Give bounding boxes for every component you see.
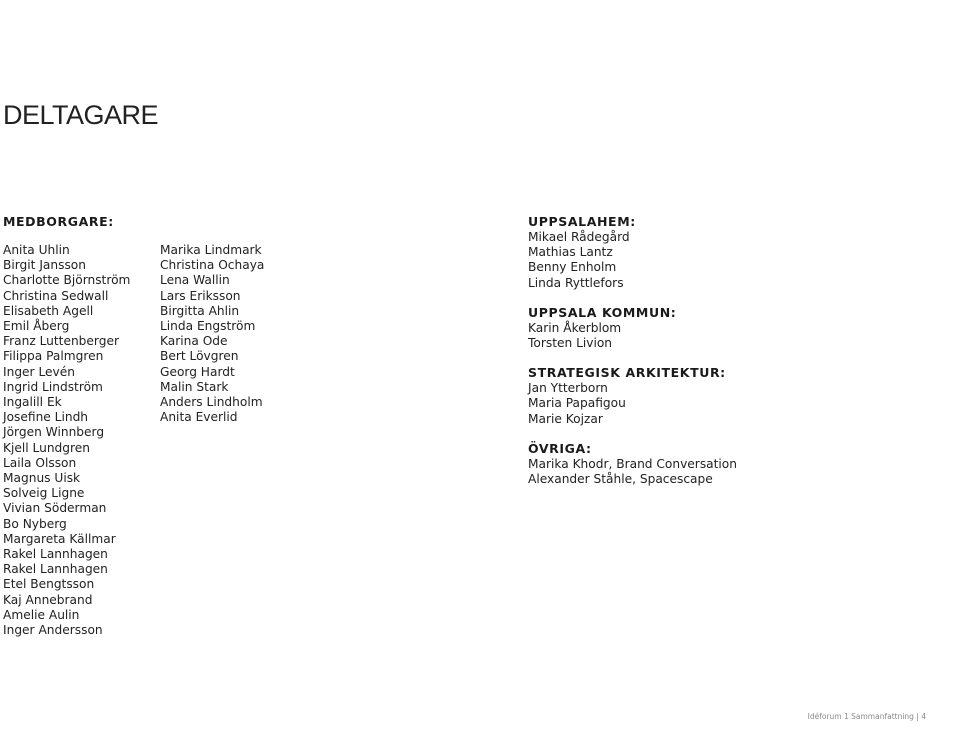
participant-name: Inger Levén xyxy=(3,364,75,379)
participant-name: Etel Bengtsson xyxy=(3,577,95,592)
participant-name: Alexander Ståhle, Spacescape xyxy=(528,472,713,487)
participant-name: Josefine Lindh xyxy=(3,410,89,425)
participant-name: Jörgen Winnberg xyxy=(3,425,105,440)
medborgare-column-1 xyxy=(3,243,130,638)
participant-name: Benny Enholm xyxy=(528,260,617,275)
participant-name: Karin Åkerblom xyxy=(528,320,622,335)
participant-name: Linda Engström xyxy=(160,319,256,334)
participant-name: Torsten Livion xyxy=(528,336,613,351)
organization-group xyxy=(528,365,948,427)
participant-name: Mikael Rådegård xyxy=(528,230,630,244)
participant-name: Rakel Lannhagen xyxy=(3,547,108,562)
participant-name: Kaj Annebrand xyxy=(3,592,93,607)
medborgare-heading: MEDBORGARE: xyxy=(3,214,114,229)
participant-name: Anita Uhlin xyxy=(3,243,70,257)
page-footer: Idéforum 1 Sammanfattning | 4 xyxy=(807,712,926,721)
participant-name: Bo Nyberg xyxy=(3,516,67,531)
participant-name: Magnus Uisk xyxy=(3,471,81,486)
organization-group xyxy=(528,441,948,487)
participant-name: Filippa Palmgren xyxy=(3,349,104,364)
participant-name: Lena Wallin xyxy=(160,273,230,288)
participant-name: Christina Ochaya xyxy=(160,258,265,273)
participant-name: Emil Åberg xyxy=(3,319,70,334)
organization-group xyxy=(528,305,948,351)
participant-name: Anders Lindholm xyxy=(160,395,263,410)
participant-name: Bert Lövgren xyxy=(160,349,239,364)
participant-name: Birgit Jansson xyxy=(3,258,86,273)
participant-name: Birgitta Ahlin xyxy=(160,303,240,318)
participant-name: Margareta Källmar xyxy=(3,531,116,546)
participant-name: Karina Ode xyxy=(160,334,228,349)
participant-name: Malin Stark xyxy=(160,379,229,394)
participant-name: Vivian Söderman xyxy=(3,501,107,516)
participant-name: Franz Luttenberger xyxy=(3,334,119,349)
group-heading: UPPSALAHEM: xyxy=(528,214,636,229)
group-member-list xyxy=(528,457,948,487)
participant-name: Amelie Aulin xyxy=(3,607,80,622)
participant-name: Lars Eriksson xyxy=(160,288,241,303)
organization-group xyxy=(528,214,948,291)
participant-name: Elisabeth Agell xyxy=(3,303,94,318)
participant-name: Inger Andersson xyxy=(3,623,103,638)
medborgare-column-2 xyxy=(160,243,264,425)
participant-name: Laila Olsson xyxy=(3,455,77,470)
participant-name: Kjell Lundgren xyxy=(3,440,90,455)
group-member-list xyxy=(528,230,948,291)
group-heading: STRATEGISK ARKITEKTUR: xyxy=(528,365,726,381)
participant-name: Charlotte Björnström xyxy=(3,273,131,288)
group-member-list xyxy=(528,381,948,427)
participant-name: Jan Ytterborn xyxy=(528,381,608,396)
participant-name: Linda Ryttlefors xyxy=(528,275,624,290)
group-heading: UPPSALA KOMMUN: xyxy=(528,304,677,320)
participant-name: Marika Khodr, Brand Conversation xyxy=(528,456,737,471)
participant-name: Mathias Lantz xyxy=(528,245,613,260)
group-heading: ÖVRIGA: xyxy=(528,440,592,456)
participant-name: Ingrid Lindström xyxy=(3,379,103,394)
participant-name: Solveig Ligne xyxy=(3,486,85,501)
participant-name: Anita Everlid xyxy=(160,410,238,425)
participant-name: Christina Sedwall xyxy=(3,288,109,303)
group-member-list xyxy=(528,321,948,351)
participant-name: Georg Hardt xyxy=(160,364,235,379)
participant-name: Marie Kojzar xyxy=(528,411,603,426)
participant-name: Maria Papafigou xyxy=(528,396,626,411)
page-title: DELTAGARE xyxy=(3,100,159,130)
participant-name: Marika Lindmark xyxy=(160,243,262,257)
participant-name: Ingalill Ek xyxy=(3,395,62,410)
participant-name: Rakel Lannhagen xyxy=(3,562,108,577)
organization-groups xyxy=(528,214,948,501)
